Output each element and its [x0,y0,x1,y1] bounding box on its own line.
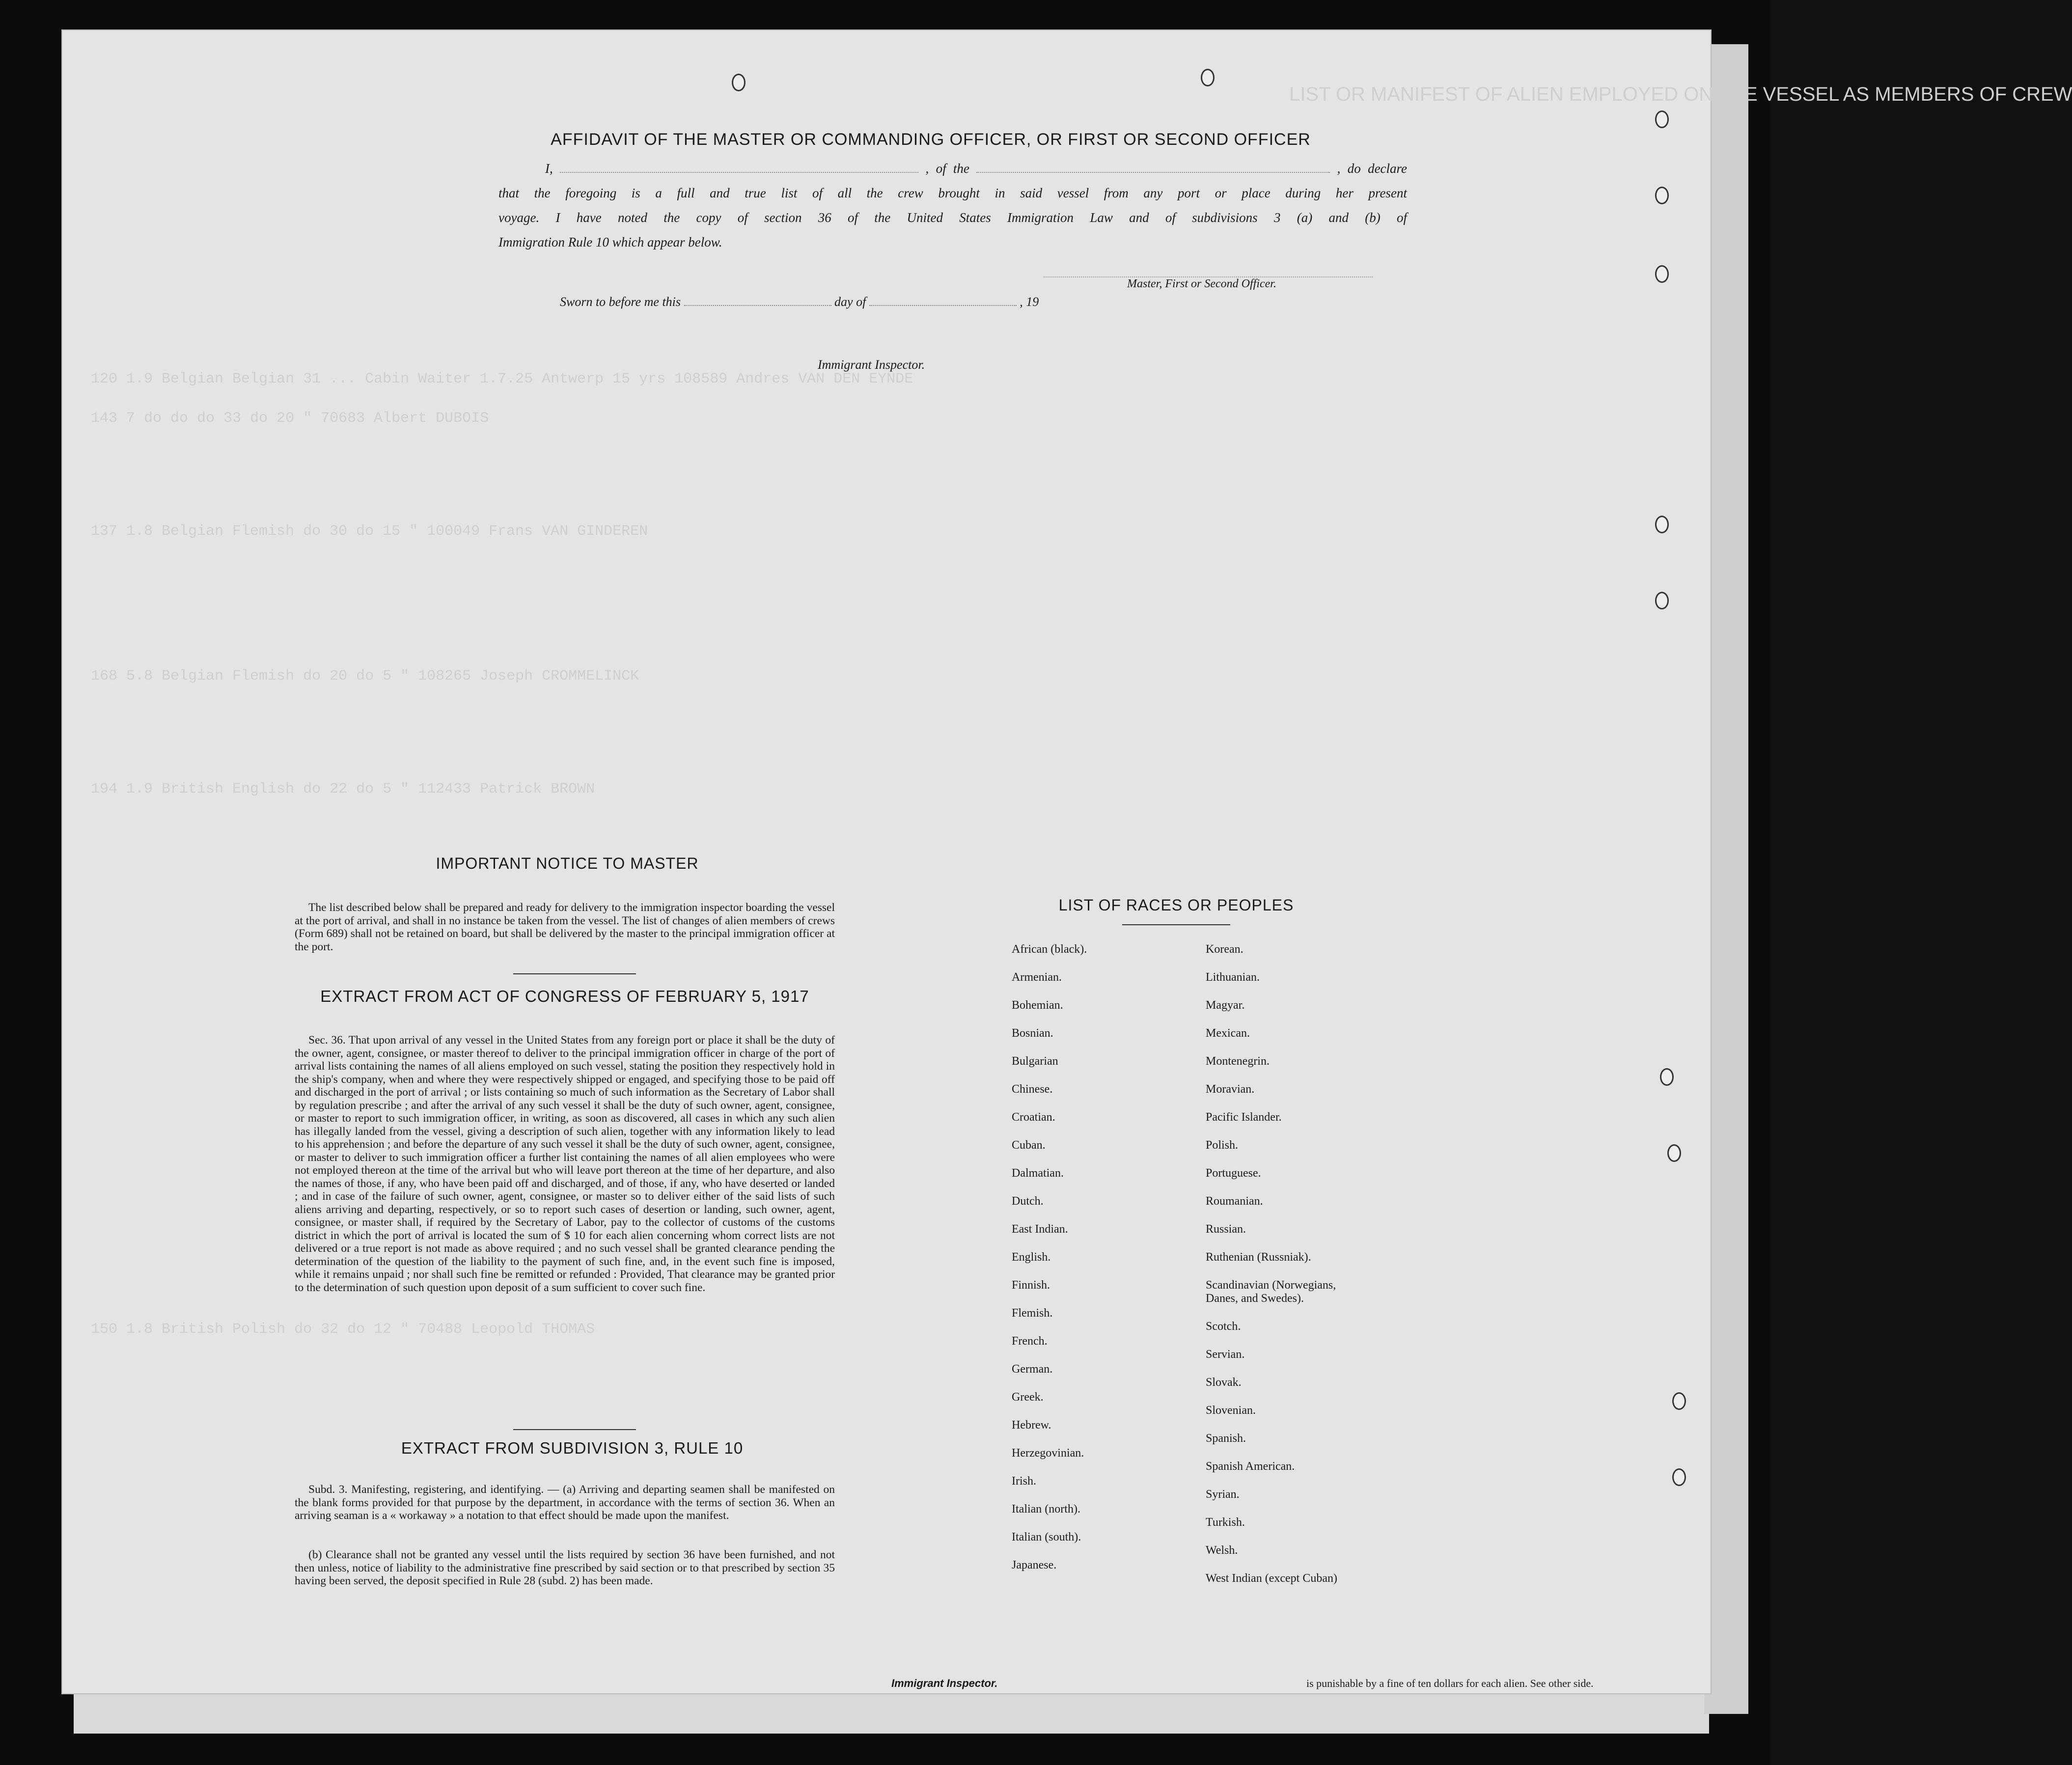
race-item: Cuban. [1012,1139,1046,1152]
race-item: Lithuanian. [1206,971,1260,984]
race-item: Moravian. [1206,1083,1255,1096]
race-item: Servian. [1206,1348,1245,1361]
bleed-through-row: 168 5.8 Belgian Flemish do 20 do 5 " 108265 Joseph CROMMELINCK [91,668,639,685]
master-signature-label: Master, First or Second Officer. [1127,277,1276,290]
punch-hole-edge-2 [1655,187,1669,204]
act-text [295,1034,835,1294]
bleed-through-row: 120 1.9 Belgian Belgian 31 ... Cabin Waiter 1.7.25 Antwerp 15 yrs 108589 Andres VAN DEN EYNDE [91,371,913,387]
name-blank[interactable] [560,162,918,173]
footer-fine-note: is punishable by a fine of ten dollars for each alien. See other side. [1306,1677,1594,1689]
sworn-year: , 19 [1020,295,1039,309]
bleed-through-row: 194 1.9 British English do 22 do 5 " 112433 Patrick BROWN [91,781,595,798]
race-item: African (black). [1012,943,1087,956]
race-item: Syrian. [1206,1488,1240,1501]
race-item: French. [1012,1335,1048,1348]
race-item: Bosnian. [1012,1027,1053,1040]
race-item: German. [1012,1363,1053,1376]
race-item: Danes, and Swedes). [1206,1292,1304,1305]
affidavit-line-1 [498,161,1407,176]
act-body: Sec. 36. That upon arrival of any vessel in the United States from any foreign port or place it shall be the duty of the owner, agent, consignee, or master thereof to deliver to the principal immigration officer in charge of the port of arrival lists containing the names of all aliens employed on such vessel, stating the position they respectively hold in the ship's company, when and where they were respectively shipped or engaged, and specifying those to be paid off and discharged in the port of arrival ; or lists containing so much of such information as the Secretary of Labor shall by regulation prescribe ; and after the arrival of any such vessel it shall be the duty of such owner, agent, consignee, or master to report to such immigration officer, in writing, as soon as discovered, all cases in which any such alien has illegally landed from the vessel, giving a description of such alien, together with any information likely to lead to his apprehension ; and before the departure of any such vessel it shall be the duty of such owner, agent, consignee, or master to deliver to such immigration officer a further list containing the names of all alien employees who were not employed thereon at the time of the arrival but who will leave port thereon at the time of her departure, and also the names of those, if any, who have been paid off and discharged, and of those, if any, who have deserted or landed ; and in case of the failure of such owner, agent, consignee, or master so to deliver either of the said lists of such aliens arriving and departing, respectively, or so to report such cases of desertion or landing, such owner, agent, consignee, or master shall, if required by the Secretary of Labor, pay to the collector of customs of the customs district in which the port of arrival is located the sum of $ 10 for each alien concerning whom correct lists are not delivered or a true report is not made as above required ; and no such vessel shall be granted clearance pending the determination of the question of the liability to the payment of such fine, and, in the event such fine is imposed, while it remains unpaid ; nor shall such fine be remitted or refunded : Provided, That clearance may be granted prior to the determination of such question upon deposit of a sum sufficient to cover such fine. [295,1034,835,1294]
sworn-text [498,295,1039,309]
race-item: Finnish. [1012,1279,1050,1292]
sworn-day-of: day of [834,295,866,309]
race-item: East Indian. [1012,1223,1068,1236]
race-item: Bohemian. [1012,999,1063,1012]
race-item: Chinese. [1012,1083,1053,1096]
race-item: Mexican. [1206,1027,1250,1040]
rule-title: EXTRACT FROM SUBDIVISION 3, RULE 10 [401,1439,744,1457]
affidavit-i: I, [545,161,553,176]
race-item: Slovak. [1206,1376,1242,1389]
race-item: Polish. [1206,1139,1239,1152]
affidavit-declare: , do declare [1337,161,1408,176]
race-item: Dutch. [1012,1195,1044,1208]
notice-divider [513,973,636,974]
punch-hole-edge-3 [1655,265,1669,283]
punch-hole-edge-8 [1672,1392,1686,1410]
sworn-before-me: Sworn to before me this [560,295,681,309]
race-item: Armenian. [1012,971,1062,984]
race-item: Roumanian. [1206,1195,1263,1208]
race-item: Japanese. [1012,1559,1057,1572]
bleed-through-row: 137 1.8 Belgian Flemish do 30 do 15 " 100049 Frans VAN GINDEREN [91,523,648,540]
affidavit-line-3: voyage. I have noted the copy of section 36 of the United States Immigration Law and of subdivisions 3 (a) and (b) of [498,210,1407,225]
race-item: Scotch. [1206,1320,1241,1333]
race-item: Spanish. [1206,1432,1246,1445]
race-item: West Indian (except Cuban) [1206,1572,1337,1585]
race-item: Italian (north). [1012,1503,1080,1516]
race-item: Flemish. [1012,1307,1053,1320]
affidavit-line-2: that the foregoing is a full and true list of all the crew brought in said vessel from any port or place during her present [498,186,1407,200]
vessel-blank[interactable] [976,162,1330,173]
rule-body-a: Subd. 3. Manifesting, registering, and identifying. — (a) Arriving and departing seamen shall be manifested on the blank forms provided for that purpose by the department, in accordance with the terms of section 36. When an arriving seaman is a « workaway » a notation to that effect should be made upon the manifest. [295,1483,835,1522]
bleed-through-row: 150 1.8 British Polish do 32 do 12 " 70488 Leopold THOMAS [91,1321,595,1338]
affidavit-of-the: , of the [925,161,969,176]
act-title: EXTRACT FROM ACT OF CONGRESS OF FEBRUARY 5, 1917 [320,987,809,1005]
affidavit-title: AFFIDAVIT OF THE MASTER OR COMMANDING OFFICER, OR FIRST OR SECOND OFFICER [551,130,1311,149]
races-title: LIST OF RACES OR PEOPLES [1058,896,1294,914]
race-item: Herzegovinian. [1012,1447,1084,1460]
race-item: Scandinavian (Norwegians, [1206,1279,1336,1292]
race-item: Ruthenian (Russniak). [1206,1251,1311,1264]
punch-hole-top-left [732,74,746,91]
rule-text-b [295,1548,835,1588]
notice-title: IMPORTANT NOTICE TO MASTER [436,855,699,872]
race-item: Italian (south). [1012,1531,1081,1544]
race-item: Pacific Islander. [1206,1111,1282,1124]
rule-body-b: (b) Clearance shall not be granted any vessel until the lists required by section 36 have been furnished, and not then unless, notice of liability to the administrative fine prescribed by said section or to that prescribed by section 35 having been served, the deposit specified in Rule 28 (subd. 2) has been made. [295,1548,835,1587]
race-item: Portuguese. [1206,1167,1261,1180]
affidavit-line-4: Immigration Rule 10 which appear below. [498,235,722,249]
bleed-through-row: 143 7 do do do 33 do 20 " 70683 Albert DUBOIS [91,410,489,427]
race-item: Bulgarian [1012,1055,1058,1068]
race-item: Irish. [1012,1475,1036,1488]
race-item: Spanish American. [1206,1460,1295,1473]
act-divider [513,1429,636,1430]
races-divider [1122,924,1230,925]
document-page [61,29,2072,1694]
punch-hole-edge-5 [1655,592,1669,609]
race-item: Turkish. [1206,1516,1245,1529]
race-item: Slovenian. [1206,1404,1256,1417]
punch-hole-edge-1 [1655,110,1669,128]
race-item: Welsh. [1206,1544,1238,1557]
race-item: English. [1012,1251,1051,1264]
punch-hole-edge-6 [1660,1068,1674,1086]
punch-hole-edge-9 [1672,1468,1686,1486]
inspector-signature-label: Immigrant Inspector. [818,358,925,372]
punch-hole-edge-7 [1667,1144,1681,1162]
punch-hole-top-right [1201,69,1215,86]
punch-hole-edge-4 [1655,516,1669,533]
notice-body: The list described below shall be prepared and ready for delivery to the immigration inspector boarding the vessel at the port of arrival, and shall in no instance be taken from the vessel. The list of changes of alien members of crews (Form 689) shall not be retained on board, but shall be delivered by the master to the principal immigration officer at the port. [295,901,835,953]
race-item: Russian. [1206,1223,1246,1236]
race-item: Korean. [1206,943,1243,956]
race-item: Croatian. [1012,1111,1055,1124]
race-item: Greek. [1012,1391,1044,1404]
bleed-through-header: LIST OR MANIFEST OF ALIEN EMPLOYED ON THE VESSEL AS MEMBERS OF CREW [1289,83,2072,105]
race-item: Montenegrin. [1206,1055,1270,1068]
notice-text [295,901,835,953]
footer-inspector: Immigrant Inspector. [891,1677,998,1689]
race-item: Magyar. [1206,999,1245,1012]
race-item: Hebrew. [1012,1419,1051,1432]
sworn-month-blank[interactable] [869,295,1017,306]
rule-text-a [295,1483,835,1522]
sworn-day-blank[interactable] [684,295,831,306]
race-item: Dalmatian. [1012,1167,1064,1180]
